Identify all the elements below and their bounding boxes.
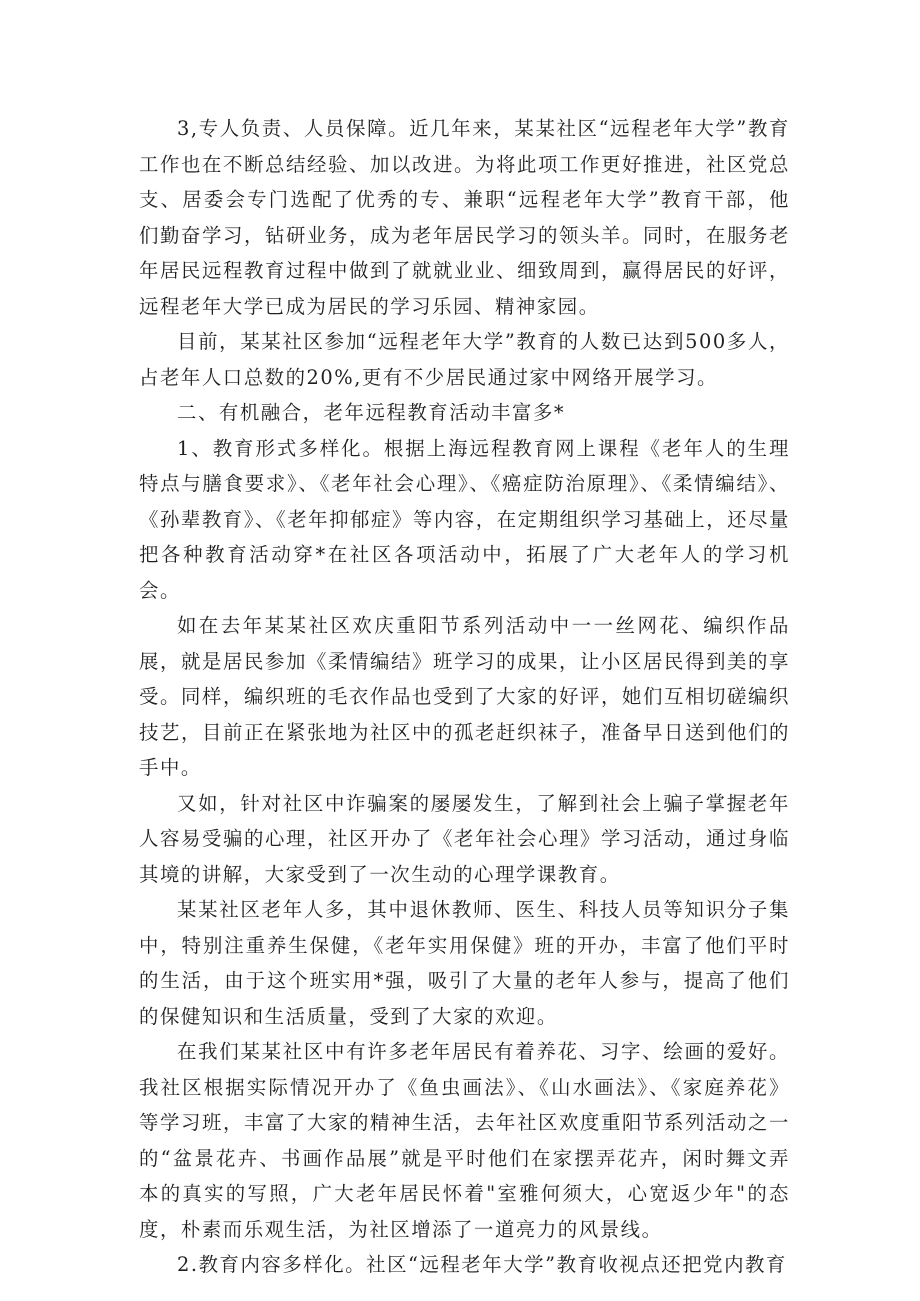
paragraph-health-care: 某某社区老年人多，其中退休教师、医生、科技人员等知识分子集中，特别注重养生保健，《老年实用保健》班的开办，丰富了他们平时的生活，由于这个班实用*强，吸引了大量的老年人参与，提高了他们的保健知识和生活质量，受到了大家的欢迎。 [139,898,790,1028]
section-heading: 二、有机融合，老年远程教育活动丰富多* [177,401,566,424]
paragraph-content-diversity: 2.教育内容多样化。社区“远程老年大学”教育收视点还把党内教育 [177,1253,787,1276]
paragraph-knitting: 如在去年某某社区欢庆重阳节系列活动中一一丝网花、编织作品展，就是居民参加《柔情编结》班学习的成果，让小区居民得到美的享受。同样，编织班的毛衣作品也受到了大家的好评，她们互相切磋编织技艺，目前正在紧张地为社区中的孤老赶织袜子，准备早日送到他们的手中。 [139,614,790,779]
paragraph-staffing: 3,专人负责、人员保障。近几年来，某某社区“远程老年大学”教育工作也在不断总结经验、加以改进。为将此项工作更好推进，社区党总支、居委会专门选配了优秀的专、兼职“远程老年大学”教育干部，他们勤奋学习，钻研业务，成为老年居民学习的领头羊。同时，在服务老年居民远程教育过程中做到了就就业业、细致周到，赢得居民的好评，远程老年大学已成为居民的学习乐园、精神家园。 [139,117,790,318]
paragraph-participation: 目前，某某社区参加“远程老年大学”教育的人数已达到500多人，占老年人口总数的20%,更有不少居民通过家中网络开展学习。 [139,330,790,389]
paragraph-education-forms: 1、教育形式多样化。根据上海远程教育网上课程《老年人的生理特点与膳食要求》、《老年社会心理》、《癌症防治原理》、《柔情编结》、《孙辈教育》、《老年抑郁症》等内容，在定期组织学习基础上，还尽量把各种教育活动穿*在社区各项活动中，拓展了广大老年人的学习机会。 [139,436,790,602]
paragraph-hobbies: 在我们某某社区中有许多老年居民有着养花、习字、绘画的爱好。我社区根据实际情况开办了《鱼虫画法》、《山水画法》、《家庭养花》等学习班，丰富了大家的精神生活，去年社区欢度重阳节系列活动之一的“盆景花卉、书画作品展”就是平时他们在家摆弄花卉，闲时舞文弄本的真实的写照，广大老年居民怀着"室雅何须大，心宽返少年"的态度，朴素而乐观生活，为社区增添了一道亮力的风景线。 [139,1040,790,1241]
paragraph-fraud-psychology: 又如，针对社区中诈骗案的屡屡发生，了解到社会上骗子掌握老年人容易受骗的心理，社区开办了《老年社会心理》学习活动，通过身临其境的讲解，大家受到了一次生动的心理学课教育。 [139,791,790,886]
